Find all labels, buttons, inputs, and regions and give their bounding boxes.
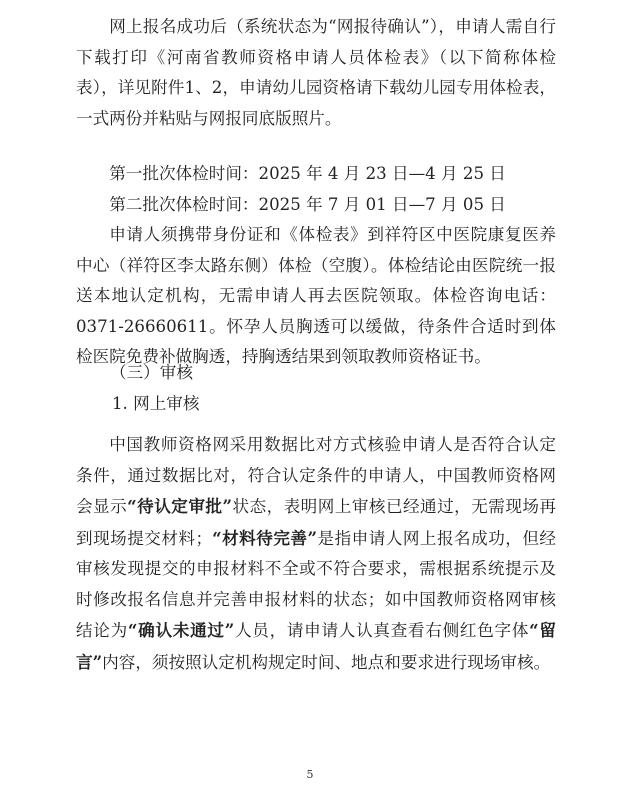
- status-not-approved: “确认未通过”: [127, 620, 235, 640]
- page-number: 5: [306, 768, 314, 781]
- subsection-heading-online-review: 1. 网上审核: [112, 394, 200, 413]
- exam-batch-1: 第一批次体检时间：2025 年 4 月 23 日—4 月 25 日: [109, 164, 506, 183]
- status-materials-incomplete: “材料待完善”: [212, 527, 318, 548]
- text-run: 内容，须按照认定机构规定时间、地点和要求进行现场审核。: [102, 652, 551, 672]
- text-run: 人员，请申请人认真查看右侧红色字体: [234, 621, 530, 640]
- exam-batch-2: 第二批次体检时间：2025 年 7 月 01 日—7 月 05 日: [109, 194, 506, 214]
- section-heading-review: （三）审核: [110, 363, 193, 382]
- body-section-online-review: [76, 430, 556, 678]
- text-run: 状态，表明网上审核已经通过，无需现场再到现场提交材料；: [76, 497, 557, 548]
- paragraph-online-review: [76, 430, 556, 678]
- paragraph-medical-exam: 申请人须携带身份证和《体检表》到祥符区中医院康复医养中心（祥符区李太路东侧）体检（空腹）。体检结论由医院统一报送本地认定机构，无需申请人再去医院领取。体检咨询电话：0371-26660611。怀孕人员胸透可以缓做，待条件合适时到体检医院免费补做胸透，持胸透结果到领取教师资格证书。: [76, 225, 556, 366]
- message-label: “留言”: [76, 620, 557, 672]
- paragraph-registration: 网上报名成功后（系统状态为“网报待确认”），申请人需自行下载打印《河南省教师资格申请人员体检表》（以下简称体检表），详见附件1、2，申请幼儿园资格请下载幼儿园专用体检表，一式两份并粘贴与网报同底版照片。: [76, 17, 556, 128]
- body-section-registration: [76, 12, 556, 134]
- text-run: 中国教师资格网采用数据比对方式核验申请人是否符合认定条件，通过数据比对，符合认定条件的申请人，中国教师资格网会显示: [76, 435, 556, 516]
- status-pending-approval: “待认定审批”: [127, 496, 232, 516]
- text-run: 是指申请人网上报名成功，但经审核发现提交的申报材料不全或不符合要求，需根据系统提示及时修改报名信息并完善申报材料的状态；如中国教师资格网审核结论为: [76, 528, 557, 640]
- body-section-exam: [76, 159, 556, 373]
